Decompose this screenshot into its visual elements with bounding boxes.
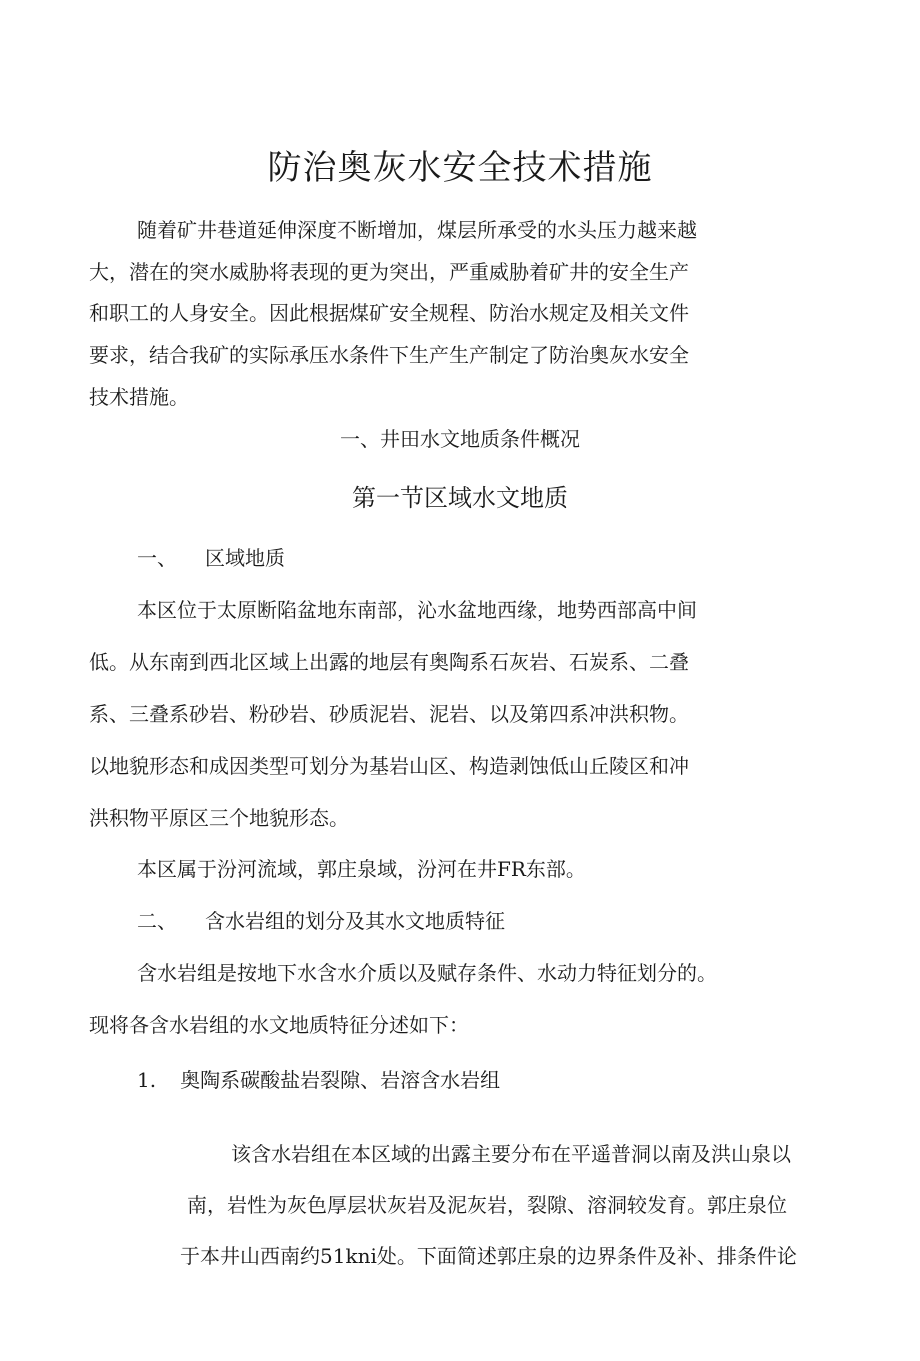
subheading-number: 一、 [137, 546, 177, 570]
document-title: 防治奥灰水安全技术措施 [267, 147, 653, 188]
para4-line-1: 该含水岩组在本区域的出露主要分布在平遥普洞以南及洪山泉以 [231, 1142, 791, 1166]
intro-line-5: 技术措施。 [89, 385, 189, 409]
intro-line-2: 大，潜在的突水威胁将表现的更为突出，严重威胁着矿井的安全生产 [89, 260, 689, 284]
subheading-label: 含水岩组的划分及其水文地质特征 [205, 909, 505, 933]
para4-line-2: 南，岩性为灰色厚层状灰岩及泥灰岩，裂隙、溶洞较发育。郭庄泉位 [187, 1193, 787, 1217]
para3-line-2: 现将各含水岩组的水文地质特征分述如下： [89, 1013, 469, 1037]
list-item-number: 1. [137, 1068, 157, 1092]
subheading-aquifer-groups [137, 907, 505, 935]
section-heading: 第一节区域水文地质 [352, 484, 568, 512]
subheading-regional-geology [137, 544, 285, 572]
para1-line-2: 低。从东南到西北区域上出露的地层有奥陶系石灰岩、石炭系、二叠 [89, 650, 689, 674]
para1-line-5: 洪积物平原区三个地貌形态。 [89, 806, 349, 830]
intro-line-4: 要求，结合我矿的实际承压水条件下生产生产制定了防治奥灰水安全 [89, 343, 689, 367]
chapter-heading: 一、井田水文地质条件概况 [340, 427, 580, 451]
para1-line-4: 以地貌形态和成因类型可划分为基岩山区、构造剥蚀低山丘陵区和冲 [89, 754, 689, 778]
list-item-ordovician [137, 1066, 500, 1094]
subheading-number: 二、 [137, 909, 177, 933]
para3-line-1: 含水岩组是按地下水含水介质以及赋存条件、水动力特征划分的。 [137, 961, 717, 985]
para1-line-1: 本区位于太原断陷盆地东南部，沁水盆地西缘，地势西部高中间 [137, 598, 697, 622]
subheading-label: 区域地质 [205, 546, 285, 570]
list-item-label: 奥陶系碳酸盐岩裂隙、岩溶含水岩组 [180, 1068, 501, 1092]
intro-line-1: 随着矿井巷道延伸深度不断增加，煤层所承受的水头压力越来越 [137, 218, 697, 242]
intro-line-3: 和职工的人身安全。因此根据煤矿安全规程、防治水规定及相关文件 [89, 301, 689, 325]
para1-line-3: 系、三叠系砂岩、粉砂岩、砂质泥岩、泥岩、以及第四系冲洪积物。 [89, 702, 689, 726]
para4-line-3: 于本井山西南约51kni处。下面简述郭庄泉的边界条件及补、排条件论 [180, 1244, 797, 1268]
para2-line-1: 本区属于汾河流域，郭庄泉域，汾河在井FR东部。 [137, 857, 586, 881]
